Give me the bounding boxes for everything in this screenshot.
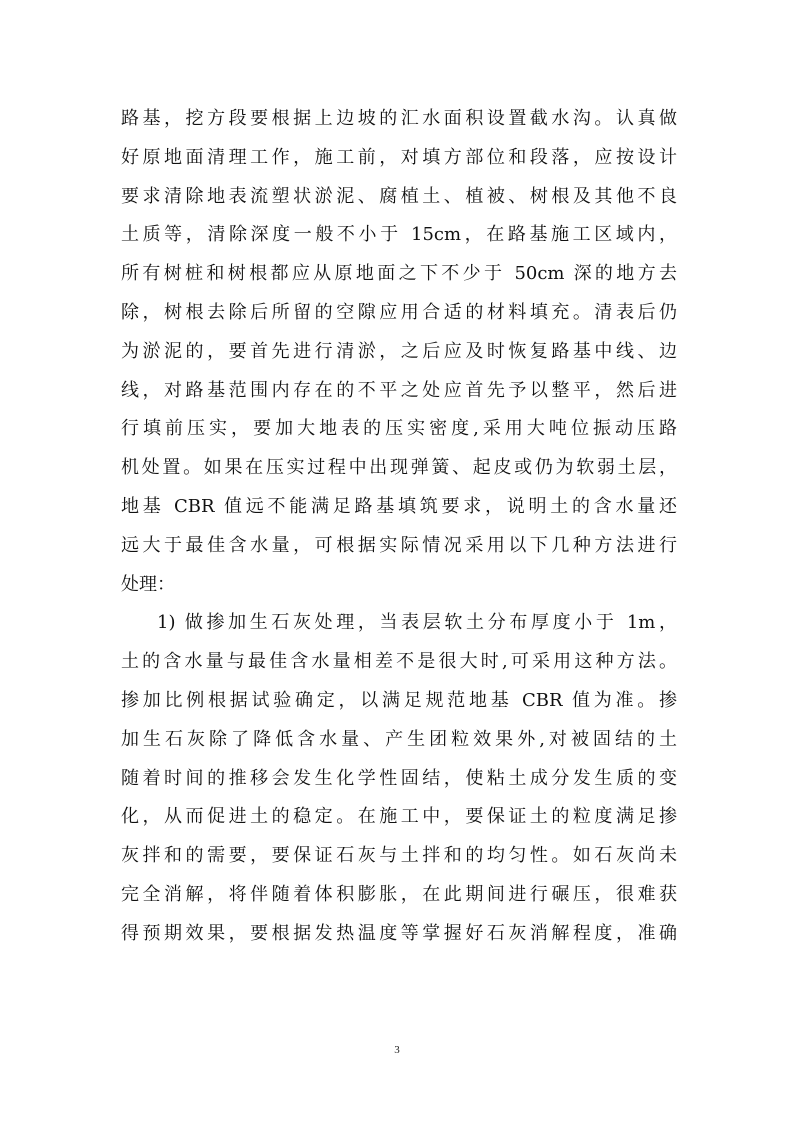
- text-line: 完全消解，将伴随着体积膨胀，在此期间进行碾压，很难获: [121, 883, 677, 905]
- text-line: 除，树根去除后所留的空隙应用合适的材料填充。清表后仍: [121, 301, 677, 323]
- text-line: 行填前压实，要加大地表的压实密度,采用大吨位振动压路: [121, 418, 677, 440]
- text-line: 所有树桩和树根都应从原地面之下不少于 50cm 深的地方去: [121, 263, 677, 285]
- page-number: 3: [394, 1044, 400, 1056]
- text-line: 土的含水量与最佳含水量相差不是很大时,可采用这种方法。: [121, 651, 677, 673]
- text-line: 要求清除地表流塑状淤泥、腐植土、植被、树根及其他不良: [121, 185, 677, 207]
- text-line: 灰拌和的需要，要保证石灰与土拌和的均匀性。如石灰尚未: [121, 845, 677, 867]
- text-line-indented: 1) 做掺加生石灰处理，当表层软土分布厚度小于 1m，: [157, 612, 677, 634]
- text-line: 地基 CBR 值远不能满足路基填筑要求，说明土的含水量还: [121, 495, 677, 517]
- text-line: 好原地面清理工作，施工前，对填方部位和段落，应按设计: [121, 146, 677, 168]
- text-line: 加生石灰除了降低含水量、产生团粒效果外,对被固结的土: [121, 728, 677, 750]
- text-line: 处理：: [121, 573, 175, 595]
- text-line: 远大于最佳含水量，可根据实际情况采用以下几种方法进行: [121, 534, 677, 556]
- text-line: 化，从而促进土的稳定。在施工中，要保证土的粒度满足掺: [121, 806, 677, 828]
- text-line: 随着时间的推移会发生化学性固结，使粘土成分发生质的变: [121, 767, 677, 789]
- text-line: 机处置。如果在压实过程中出现弹簧、起皮或仍为软弱土层，: [121, 457, 677, 479]
- text-line: 掺加比例根据试验确定，以满足规范地基 CBR 值为准。掺: [121, 689, 677, 711]
- text-line: 线，对路基范围内存在的不平之处应首先予以整平，然后进: [121, 379, 677, 401]
- text-line: 为淤泥的，要首先进行清淤，之后应及时恢复路基中线、边: [121, 340, 677, 362]
- text-line: 得预期效果，要根据发热温度等掌握好石灰消解程度，准确: [121, 922, 677, 944]
- text-line: 土质等，清除深度一般不小于 15cm，在路基施工区域内，: [121, 224, 677, 246]
- body-text: [121, 100, 677, 954]
- text-line: 路基，挖方段要根据上边坡的汇水面积设置截水沟。认真做: [121, 108, 677, 129]
